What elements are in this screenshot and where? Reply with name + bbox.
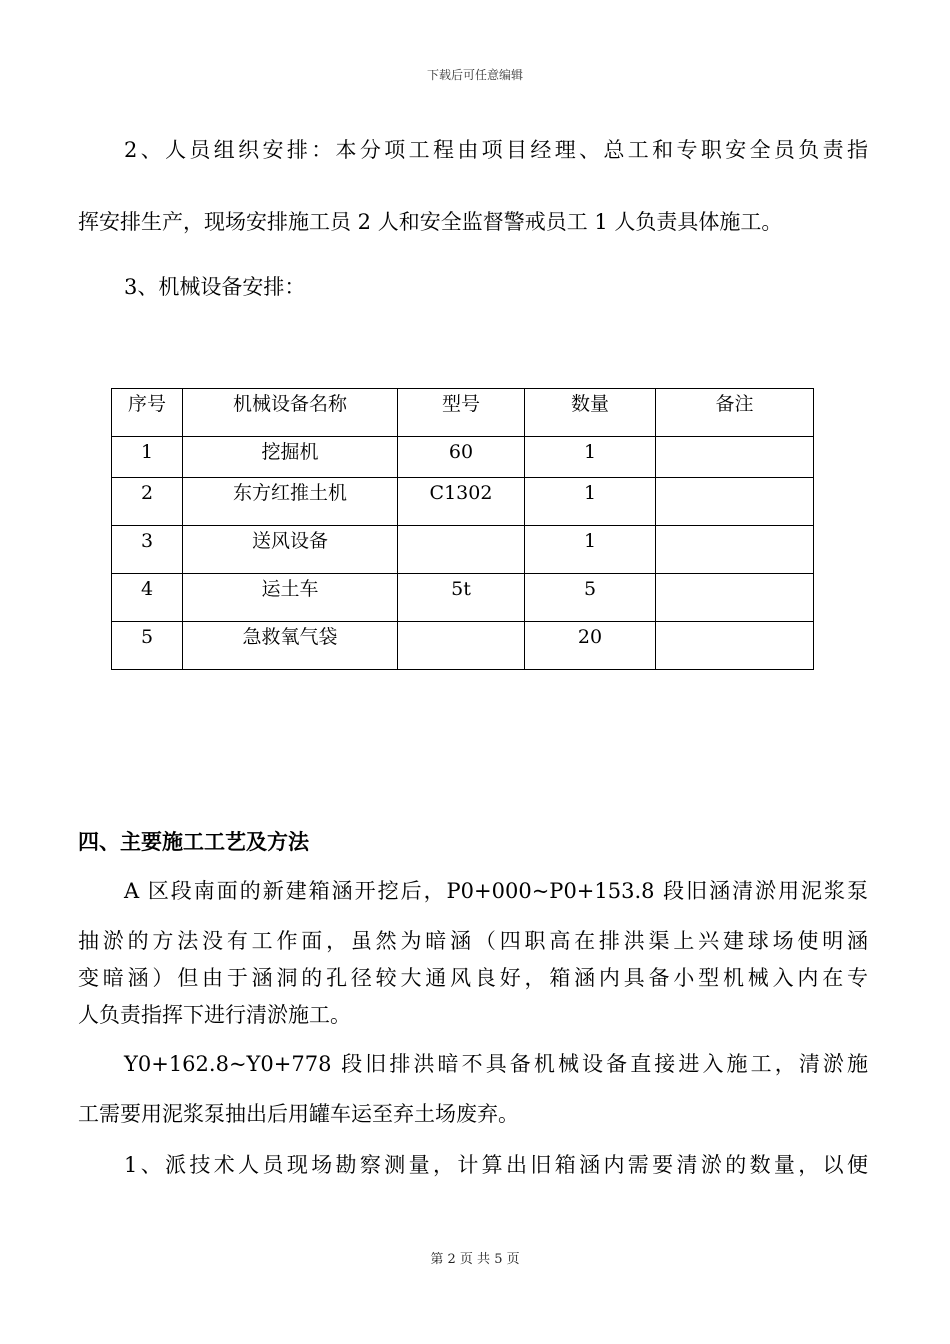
table-cell: 5	[112, 622, 183, 670]
column-header: 型号	[398, 389, 525, 437]
paragraph-line: 挥安排生产，现场安排施工员 2 人和安全监督警戒员工 1 人负责具体施工。	[78, 210, 783, 234]
table-cell	[656, 437, 814, 478]
table-cell: 急救氧气袋	[183, 622, 398, 670]
paragraph-line: 1、派技术人员现场勘察测量，计算出旧箱涵内需要清淤的数量，以便	[124, 1153, 868, 1177]
page-header: 下载后可任意编辑	[426, 68, 523, 82]
table-row	[112, 622, 814, 670]
table-cell: 1	[525, 437, 656, 478]
table-row	[112, 478, 814, 526]
table-cell	[656, 526, 814, 574]
column-header: 序号	[112, 389, 183, 437]
table-cell: 3	[112, 526, 183, 574]
table-row	[112, 526, 814, 574]
table-header-row	[112, 389, 814, 437]
equipment-table	[111, 388, 814, 670]
table-cell: 5	[525, 574, 656, 622]
paragraph-line: 变暗涵）但由于涵洞的孔径较大通风良好，箱涵内具备小型机械入内在专	[78, 966, 868, 990]
table-cell: 1	[112, 437, 183, 478]
paragraph-line: 2、人员组织安排：本分项工程由项目经理、总工和专职安全员负责指	[124, 138, 868, 162]
paragraph-line: 抽淤的方法没有工作面，虽然为暗涵（四职高在排洪渠上兴建球场使明涵	[78, 929, 868, 953]
page-footer: 第 2 页 共 5 页	[430, 1252, 520, 1267]
column-header: 数量	[525, 389, 656, 437]
table-cell: 1	[525, 478, 656, 526]
column-header: 备注	[656, 389, 814, 437]
table-cell	[656, 478, 814, 526]
paragraph-line: 3、机械设备安排：	[124, 275, 306, 299]
table-cell: 60	[398, 437, 525, 478]
paragraph-line: 工需要用泥浆泵抽出后用罐车运至弃土场废弃。	[78, 1102, 519, 1126]
table-row	[112, 574, 814, 622]
table-cell	[398, 526, 525, 574]
paragraph-line: Y0+162.8~Y0+778 段旧排洪暗不具备机械设备直接进入施工，清淤施	[124, 1052, 868, 1076]
table-cell	[398, 622, 525, 670]
table-cell: 2	[112, 478, 183, 526]
table-row	[112, 437, 814, 478]
table-cell: 1	[525, 526, 656, 574]
section-heading: 四、主要施工工艺及方法	[78, 829, 309, 854]
table-cell: 运土车	[183, 574, 398, 622]
table-cell: 5t	[398, 574, 525, 622]
paragraph-line: 人负责指挥下进行清淤施工。	[78, 1003, 351, 1027]
table-cell: 挖掘机	[183, 437, 398, 478]
table-cell	[656, 622, 814, 670]
table-cell: 送风设备	[183, 526, 398, 574]
paragraph-line: A 区段南面的新建箱涵开挖后，P0+000~P0+153.8 段旧涵清淤用泥浆泵	[124, 879, 868, 903]
table-cell: 20	[525, 622, 656, 670]
table-cell: 4	[112, 574, 183, 622]
table-cell	[656, 574, 814, 622]
column-header: 机械设备名称	[183, 389, 398, 437]
table-cell: C1302	[398, 478, 525, 526]
table-cell: 东方红推土机	[183, 478, 398, 526]
